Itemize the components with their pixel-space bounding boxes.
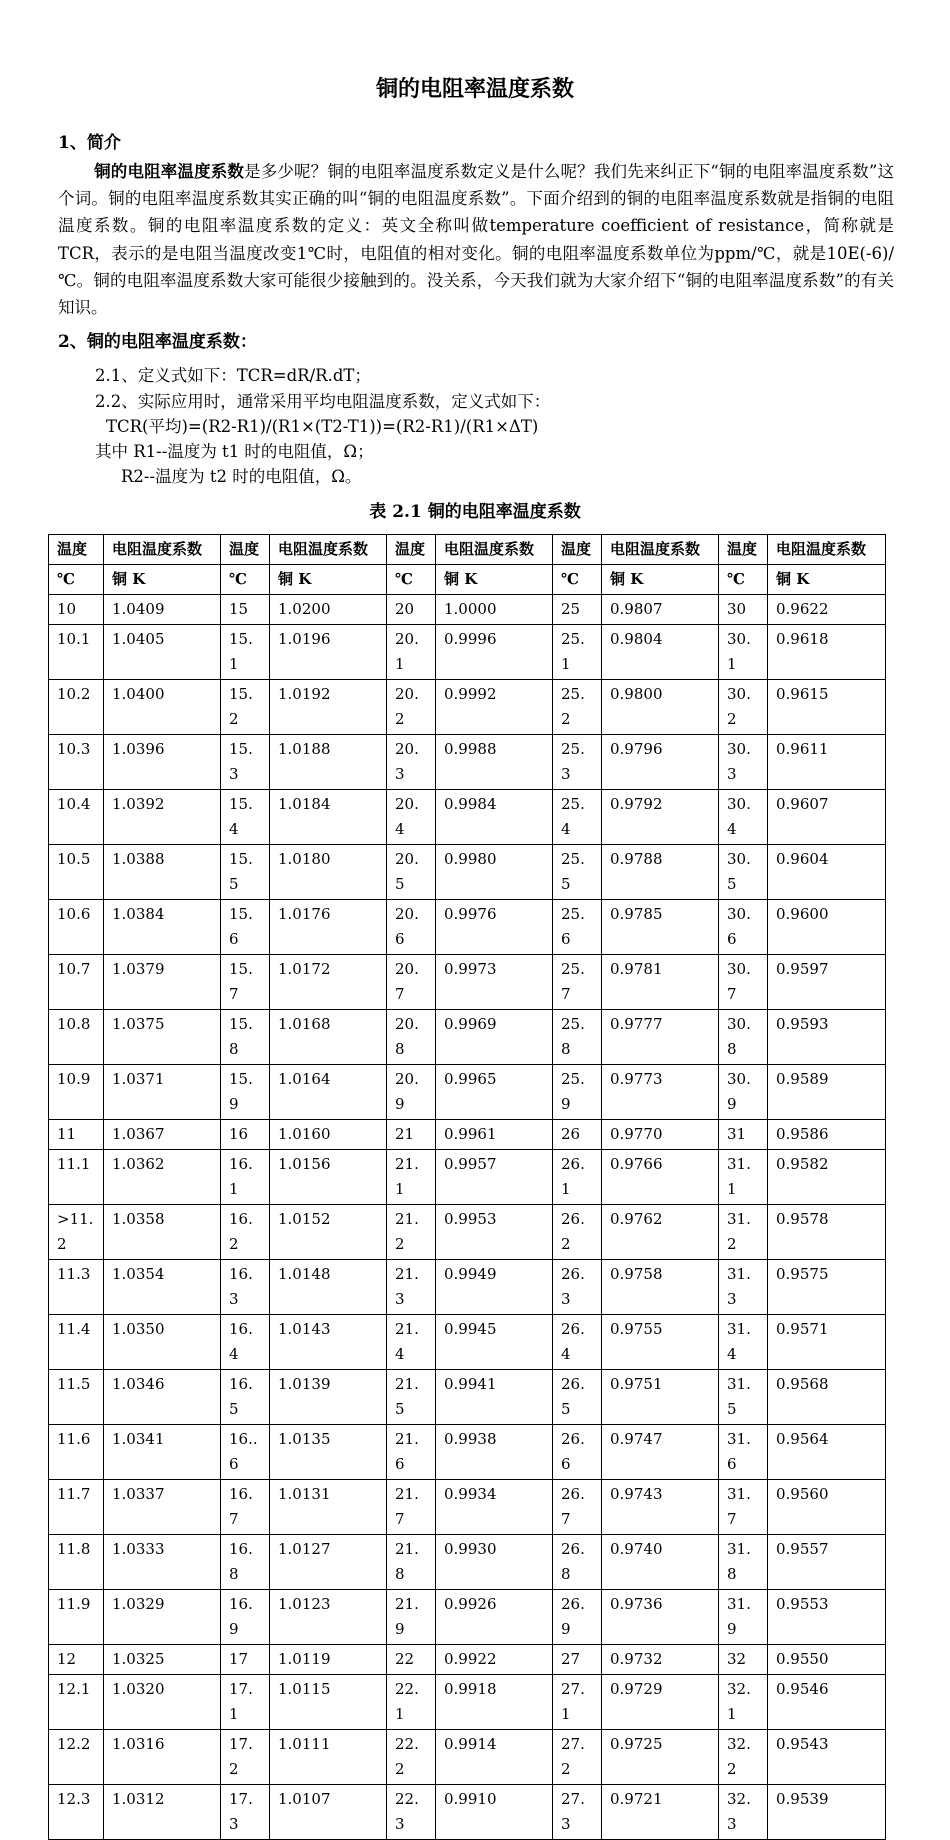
temperature-cell: 27.1 — [553, 1675, 602, 1730]
temperature-cell: 17.2 — [221, 1730, 270, 1785]
coefficient-cell: 1.0196 — [270, 625, 387, 680]
temperature-cell: 20.5 — [387, 845, 436, 900]
coefficient-cell: 0.9762 — [602, 1205, 719, 1260]
coefficient-cell: 1.0320 — [104, 1675, 221, 1730]
coefficient-cell: 0.9770 — [602, 1120, 719, 1150]
table-row — [49, 595, 886, 625]
section-1-heading: 1、简介 — [58, 133, 121, 153]
table-row — [49, 625, 886, 680]
coefficient-cell: 0.9615 — [768, 680, 886, 735]
header-cell: 温度 — [49, 535, 104, 565]
temperature-cell: 31.1 — [719, 1150, 768, 1205]
coefficient-cell: 1.0362 — [104, 1150, 221, 1205]
table-row — [49, 1315, 886, 1370]
temperature-cell: 10.4 — [49, 790, 104, 845]
header-cell: 电阻温度系数 — [602, 535, 719, 565]
temperature-cell: 11.9 — [49, 1590, 104, 1645]
coefficient-cell: 1.0409 — [104, 595, 221, 625]
average-formula: TCR(平均)=(R2-R1)/(R1×(T2-T1))=(R2-R1)/(R1×ΔT) — [106, 417, 539, 436]
coefficient-cell: 1.0367 — [104, 1120, 221, 1150]
coefficient-cell: 1.0350 — [104, 1315, 221, 1370]
coefficient-cell: 0.9553 — [768, 1590, 886, 1645]
coefficient-cell: 0.9611 — [768, 735, 886, 790]
coefficient-cell: 1.0127 — [270, 1535, 387, 1590]
coefficient-cell: 0.9988 — [436, 735, 553, 790]
table-row — [49, 1205, 886, 1260]
temperature-cell: 25.2 — [553, 680, 602, 735]
temperature-cell: 32.1 — [719, 1675, 768, 1730]
coefficient-cell: 0.9736 — [602, 1590, 719, 1645]
temperature-cell: 17.3 — [221, 1785, 270, 1840]
temperature-cell: 22 — [387, 1645, 436, 1675]
coefficient-cell: 0.9755 — [602, 1315, 719, 1370]
temperature-cell: 27 — [553, 1645, 602, 1675]
table-row — [49, 790, 886, 845]
r1-note: 其中 R1--温度为 t1 时的电阻值，Ω； — [95, 442, 374, 461]
coefficient-cell: 0.9622 — [768, 595, 886, 625]
coefficient-cell: 0.9781 — [602, 955, 719, 1010]
temperature-cell: 15.6 — [221, 900, 270, 955]
unit-cell: 铜 K — [436, 565, 553, 595]
temperature-cell: 30.4 — [719, 790, 768, 845]
temperature-cell: 30.1 — [719, 625, 768, 680]
coefficient-cell: 0.9922 — [436, 1645, 553, 1675]
temperature-cell: 25.3 — [553, 735, 602, 790]
temperature-cell: 15.8 — [221, 1010, 270, 1065]
table-row — [49, 1730, 886, 1785]
temperature-cell: >11.2 — [49, 1205, 104, 1260]
temperature-cell: 11.7 — [49, 1480, 104, 1535]
temperature-cell: 16.2 — [221, 1205, 270, 1260]
coefficient-cell: 0.9930 — [436, 1535, 553, 1590]
coefficient-cell: 1.0115 — [270, 1675, 387, 1730]
temperature-cell: 20.9 — [387, 1065, 436, 1120]
coefficient-cell: 1.0148 — [270, 1260, 387, 1315]
coefficient-cell: 0.9593 — [768, 1010, 886, 1065]
table-row — [49, 845, 886, 900]
temperature-cell: 10.5 — [49, 845, 104, 900]
temperature-cell: 11.4 — [49, 1315, 104, 1370]
temperature-cell: 10.2 — [49, 680, 104, 735]
temperature-cell: 20.1 — [387, 625, 436, 680]
temperature-cell: 30.7 — [719, 955, 768, 1010]
temperature-cell: 10.7 — [49, 955, 104, 1010]
table-row — [49, 1065, 886, 1120]
temperature-cell: 10.1 — [49, 625, 104, 680]
temperature-cell: 15.9 — [221, 1065, 270, 1120]
temperature-cell: 25.7 — [553, 955, 602, 1010]
temperature-cell: 26.7 — [553, 1480, 602, 1535]
temperature-cell: 30.2 — [719, 680, 768, 735]
coefficient-cell: 0.9941 — [436, 1370, 553, 1425]
header-cell: 温度 — [553, 535, 602, 565]
coefficient-cell: 0.9571 — [768, 1315, 886, 1370]
unit-cell: ℃ — [553, 565, 602, 595]
table-unit-row — [49, 565, 886, 595]
intro-paragraph — [58, 158, 894, 321]
temperature-cell: 21.3 — [387, 1260, 436, 1315]
temperature-cell: 31.5 — [719, 1370, 768, 1425]
temperature-cell: 16.5 — [221, 1370, 270, 1425]
temperature-cell: 10.8 — [49, 1010, 104, 1065]
temperature-cell: 10 — [49, 595, 104, 625]
coefficient-cell: 1.0316 — [104, 1730, 221, 1785]
page-title: 铜的电阻率温度系数 — [375, 76, 574, 102]
unit-cell: ℃ — [387, 565, 436, 595]
temperature-cell: 16.4 — [221, 1315, 270, 1370]
temperature-cell: 15.3 — [221, 735, 270, 790]
temperature-cell: 25.6 — [553, 900, 602, 955]
temperature-cell: 21.4 — [387, 1315, 436, 1370]
header-cell: 温度 — [221, 535, 270, 565]
table-row — [49, 1785, 886, 1840]
header-cell: 电阻温度系数 — [768, 535, 886, 565]
coefficient-cell: 0.9953 — [436, 1205, 553, 1260]
coefficient-cell: 0.9796 — [602, 735, 719, 790]
temperature-cell: 30.9 — [719, 1065, 768, 1120]
temperature-cell: 12.3 — [49, 1785, 104, 1840]
coefficient-cell: 1.0139 — [270, 1370, 387, 1425]
coefficient-cell: 1.0400 — [104, 680, 221, 735]
coefficient-cell: 0.9926 — [436, 1590, 553, 1645]
header-cell: 温度 — [387, 535, 436, 565]
coefficient-cell: 0.9604 — [768, 845, 886, 900]
coefficient-cell: 0.9568 — [768, 1370, 886, 1425]
table-caption: 表 2.1 铜的电阻率温度系数 — [369, 502, 581, 522]
temperature-cell: 20.3 — [387, 735, 436, 790]
coefficient-cell: 0.9938 — [436, 1425, 553, 1480]
temperature-cell: 32.2 — [719, 1730, 768, 1785]
coefficient-cell: 0.9721 — [602, 1785, 719, 1840]
temperature-cell: 11.3 — [49, 1260, 104, 1315]
temperature-cell: 21.2 — [387, 1205, 436, 1260]
temperature-cell: 26.3 — [553, 1260, 602, 1315]
temperature-cell: 21.9 — [387, 1590, 436, 1645]
table-row — [49, 1645, 886, 1675]
coefficient-cell: 1.0184 — [270, 790, 387, 845]
coefficient-cell: 0.9792 — [602, 790, 719, 845]
coefficient-cell: 0.9973 — [436, 955, 553, 1010]
unit-cell: 铜 K — [270, 565, 387, 595]
coefficient-cell: 0.9914 — [436, 1730, 553, 1785]
coefficient-cell: 1.0329 — [104, 1590, 221, 1645]
coefficient-cell: 1.0375 — [104, 1010, 221, 1065]
coefficient-cell: 1.0168 — [270, 1010, 387, 1065]
coefficient-cell: 1.0119 — [270, 1645, 387, 1675]
temperature-cell: 30.5 — [719, 845, 768, 900]
coefficient-cell: 0.9969 — [436, 1010, 553, 1065]
coefficient-cell: 0.9747 — [602, 1425, 719, 1480]
temperature-cell: 26.4 — [553, 1315, 602, 1370]
temperature-cell: 30.3 — [719, 735, 768, 790]
coefficient-cell: 0.9560 — [768, 1480, 886, 1535]
intro-bold-term: 铜的电阻率温度系数 — [94, 162, 245, 181]
coefficient-cell: 1.0384 — [104, 900, 221, 955]
temperature-cell: 15.1 — [221, 625, 270, 680]
coefficient-cell: 1.0388 — [104, 845, 221, 900]
coefficient-cell: 1.0354 — [104, 1260, 221, 1315]
coefficient-cell: 0.9961 — [436, 1120, 553, 1150]
coefficient-cell: 1.0164 — [270, 1065, 387, 1120]
header-cell: 电阻温度系数 — [270, 535, 387, 565]
temperature-cell: 31 — [719, 1120, 768, 1150]
table-row — [49, 680, 886, 735]
header-cell: 温度 — [719, 535, 768, 565]
temperature-cell: 31.8 — [719, 1535, 768, 1590]
coefficient-cell: 1.0180 — [270, 845, 387, 900]
temperature-cell: 26.9 — [553, 1590, 602, 1645]
temperature-cell: 22.2 — [387, 1730, 436, 1785]
temperature-cell: 26 — [553, 1120, 602, 1150]
temperature-cell: 30 — [719, 595, 768, 625]
coefficient-cell: 0.9766 — [602, 1150, 719, 1205]
temperature-cell: 22.3 — [387, 1785, 436, 1840]
coefficient-cell: 0.9729 — [602, 1675, 719, 1730]
temperature-cell: 26.8 — [553, 1535, 602, 1590]
coefficient-cell: 0.9918 — [436, 1675, 553, 1730]
coefficient-cell: 0.9934 — [436, 1480, 553, 1535]
coefficient-cell: 1.0152 — [270, 1205, 387, 1260]
coefficient-cell: 0.9777 — [602, 1010, 719, 1065]
temperature-cell: 17 — [221, 1645, 270, 1675]
temperature-cell: 17.1 — [221, 1675, 270, 1730]
coefficient-cell: 0.9564 — [768, 1425, 886, 1480]
temperature-cell: 21 — [387, 1120, 436, 1150]
temperature-cell: 16..6 — [221, 1425, 270, 1480]
coefficient-cell: 0.9586 — [768, 1120, 886, 1150]
temperature-cell: 20.8 — [387, 1010, 436, 1065]
temperature-cell: 15.7 — [221, 955, 270, 1010]
coefficient-cell: 1.0000 — [436, 595, 553, 625]
temperature-cell: 15.4 — [221, 790, 270, 845]
coefficient-cell: 0.9773 — [602, 1065, 719, 1120]
tcr-table — [48, 534, 886, 1840]
coefficient-cell: 1.0371 — [104, 1065, 221, 1120]
temperature-cell: 21.7 — [387, 1480, 436, 1535]
coefficient-cell: 0.9751 — [602, 1370, 719, 1425]
table-row — [49, 1120, 886, 1150]
table-row — [49, 1010, 886, 1065]
coefficient-cell: 1.0176 — [270, 900, 387, 955]
coefficient-cell: 0.9589 — [768, 1065, 886, 1120]
coefficient-cell: 1.0156 — [270, 1150, 387, 1205]
table-row — [49, 1150, 886, 1205]
temperature-cell: 11.1 — [49, 1150, 104, 1205]
definition-line: 2.1、定义式如下：TCR=dR/R.dT； — [95, 366, 371, 385]
coefficient-cell: 1.0333 — [104, 1535, 221, 1590]
coefficient-cell: 1.0200 — [270, 595, 387, 625]
coefficient-cell: 0.9575 — [768, 1260, 886, 1315]
temperature-cell: 25 — [553, 595, 602, 625]
unit-cell: ℃ — [221, 565, 270, 595]
coefficient-cell: 0.9543 — [768, 1730, 886, 1785]
temperature-cell: 21.6 — [387, 1425, 436, 1480]
temperature-cell: 16.7 — [221, 1480, 270, 1535]
temperature-cell: 11.8 — [49, 1535, 104, 1590]
table-row — [49, 1590, 886, 1645]
r2-note: R2--温度为 t2 时的电阻值，Ω。 — [121, 467, 362, 486]
temperature-cell: 20.2 — [387, 680, 436, 735]
unit-cell: 铜 K — [768, 565, 886, 595]
coefficient-cell: 0.9743 — [602, 1480, 719, 1535]
coefficient-cell: 1.0379 — [104, 955, 221, 1010]
temperature-cell: 25.5 — [553, 845, 602, 900]
temperature-cell: 12 — [49, 1645, 104, 1675]
temperature-cell: 30.6 — [719, 900, 768, 955]
temperature-cell: 31.3 — [719, 1260, 768, 1315]
coefficient-cell: 0.9965 — [436, 1065, 553, 1120]
coefficient-cell: 1.0341 — [104, 1425, 221, 1480]
temperature-cell: 16 — [221, 1120, 270, 1150]
table-row — [49, 1425, 886, 1480]
coefficient-cell: 1.0312 — [104, 1785, 221, 1840]
unit-cell: ℃ — [49, 565, 104, 595]
coefficient-cell: 0.9539 — [768, 1785, 886, 1840]
table-row — [49, 1480, 886, 1535]
temperature-cell: 31.6 — [719, 1425, 768, 1480]
coefficient-cell: 0.9957 — [436, 1150, 553, 1205]
temperature-cell: 15.2 — [221, 680, 270, 735]
temperature-cell: 31.2 — [719, 1205, 768, 1260]
temperature-cell: 26.5 — [553, 1370, 602, 1425]
coefficient-cell: 0.9992 — [436, 680, 553, 735]
coefficient-cell: 0.9578 — [768, 1205, 886, 1260]
temperature-cell: 25.4 — [553, 790, 602, 845]
coefficient-cell: 0.9725 — [602, 1730, 719, 1785]
intro-text: 是多少呢？铜的电阻率温度系数定义是什么呢？我们先来纠正下“铜的电阻率温度系数”这个词。铜的电阻率温度系数其实正确的叫“铜的电阻温度系数”。下面介绍到的铜的电阻率温度系数就是指铜的电阻温度系数。铜的电阻率温度系数的定义：英文全称叫做temperature coefficient of resistance，简称就是TCR，表示的是电阻当温度改变1℃时，电阻值的相对变化。铜的电阻率温度系数单位为ppm/℃，就是10E(-6)/℃。铜的电阻率温度系数大家可能很少接触到的。没关系，今天我们就为大家介绍下“铜的电阻率温度系数”的有关知识。 — [58, 162, 895, 318]
average-definition-line: 2.2、实际应用时，通常采用平均电阻温度系数，定义式如下： — [95, 392, 551, 411]
coefficient-cell: 1.0160 — [270, 1120, 387, 1150]
temperature-cell: 16.9 — [221, 1590, 270, 1645]
table-row — [49, 1370, 886, 1425]
temperature-cell: 10.3 — [49, 735, 104, 790]
temperature-cell: 31.4 — [719, 1315, 768, 1370]
temperature-cell: 21.8 — [387, 1535, 436, 1590]
coefficient-cell: 1.0143 — [270, 1315, 387, 1370]
coefficient-cell: 0.9807 — [602, 595, 719, 625]
temperature-cell: 21.1 — [387, 1150, 436, 1205]
table-row — [49, 1535, 886, 1590]
temperature-cell: 10.6 — [49, 900, 104, 955]
temperature-cell: 16.3 — [221, 1260, 270, 1315]
table-row — [49, 955, 886, 1010]
temperature-cell: 22.1 — [387, 1675, 436, 1730]
temperature-cell: 12.1 — [49, 1675, 104, 1730]
temperature-cell: 11 — [49, 1120, 104, 1150]
table-row — [49, 1260, 886, 1315]
header-cell: 电阻温度系数 — [436, 535, 553, 565]
coefficient-cell: 0.9600 — [768, 900, 886, 955]
table-header-row — [49, 535, 886, 565]
coefficient-cell: 0.9949 — [436, 1260, 553, 1315]
coefficient-cell: 0.9557 — [768, 1535, 886, 1590]
coefficient-cell: 1.0123 — [270, 1590, 387, 1645]
temperature-cell: 20.6 — [387, 900, 436, 955]
table-row — [49, 900, 886, 955]
coefficient-cell: 0.9597 — [768, 955, 886, 1010]
temperature-cell: 15.5 — [221, 845, 270, 900]
temperature-cell: 26.2 — [553, 1205, 602, 1260]
temperature-cell: 27.3 — [553, 1785, 602, 1840]
temperature-cell: 25.1 — [553, 625, 602, 680]
coefficient-cell: 1.0192 — [270, 680, 387, 735]
coefficient-cell: 0.9945 — [436, 1315, 553, 1370]
table-row — [49, 1675, 886, 1730]
temperature-cell: 31.7 — [719, 1480, 768, 1535]
coefficient-cell: 1.0325 — [104, 1645, 221, 1675]
temperature-cell: 32.3 — [719, 1785, 768, 1840]
coefficient-cell: 0.9546 — [768, 1675, 886, 1730]
coefficient-cell: 0.9740 — [602, 1535, 719, 1590]
temperature-cell: 27.2 — [553, 1730, 602, 1785]
coefficient-cell: 0.9800 — [602, 680, 719, 735]
unit-cell: 铜 K — [602, 565, 719, 595]
temperature-cell: 16.1 — [221, 1150, 270, 1205]
unit-cell: 铜 K — [104, 565, 221, 595]
coefficient-cell: 0.9732 — [602, 1645, 719, 1675]
coefficient-cell: 0.9550 — [768, 1645, 886, 1675]
coefficient-cell: 0.9910 — [436, 1785, 553, 1840]
coefficient-cell: 1.0111 — [270, 1730, 387, 1785]
temperature-cell: 31.9 — [719, 1590, 768, 1645]
coefficient-cell: 1.0346 — [104, 1370, 221, 1425]
coefficient-cell: 1.0107 — [270, 1785, 387, 1840]
coefficient-cell: 1.0337 — [104, 1480, 221, 1535]
unit-cell: ℃ — [719, 565, 768, 595]
temperature-cell: 12.2 — [49, 1730, 104, 1785]
header-cell: 电阻温度系数 — [104, 535, 221, 565]
temperature-cell: 26.1 — [553, 1150, 602, 1205]
coefficient-cell: 1.0396 — [104, 735, 221, 790]
temperature-cell: 11.6 — [49, 1425, 104, 1480]
coefficient-cell: 1.0131 — [270, 1480, 387, 1535]
temperature-cell: 25.9 — [553, 1065, 602, 1120]
coefficient-cell: 0.9976 — [436, 900, 553, 955]
coefficient-cell: 0.9984 — [436, 790, 553, 845]
section-2-heading: 2、铜的电阻率温度系数： — [58, 332, 257, 352]
temperature-cell: 20.4 — [387, 790, 436, 845]
temperature-cell: 30.8 — [719, 1010, 768, 1065]
coefficient-cell: 0.9996 — [436, 625, 553, 680]
temperature-cell: 15 — [221, 595, 270, 625]
coefficient-cell: 0.9980 — [436, 845, 553, 900]
temperature-cell: 10.9 — [49, 1065, 104, 1120]
coefficient-cell: 0.9582 — [768, 1150, 886, 1205]
coefficient-cell: 1.0188 — [270, 735, 387, 790]
coefficient-cell: 0.9618 — [768, 625, 886, 680]
coefficient-cell: 0.9607 — [768, 790, 886, 845]
temperature-cell: 11.5 — [49, 1370, 104, 1425]
temperature-cell: 16.8 — [221, 1535, 270, 1590]
temperature-cell: 20.7 — [387, 955, 436, 1010]
temperature-cell: 32 — [719, 1645, 768, 1675]
coefficient-cell: 1.0135 — [270, 1425, 387, 1480]
coefficient-cell: 1.0172 — [270, 955, 387, 1010]
coefficient-cell: 1.0392 — [104, 790, 221, 845]
coefficient-cell: 0.9785 — [602, 900, 719, 955]
temperature-cell: 26.6 — [553, 1425, 602, 1480]
coefficient-cell: 1.0358 — [104, 1205, 221, 1260]
temperature-cell: 20 — [387, 595, 436, 625]
temperature-cell: 21.5 — [387, 1370, 436, 1425]
temperature-cell: 25.8 — [553, 1010, 602, 1065]
coefficient-cell: 0.9758 — [602, 1260, 719, 1315]
coefficient-cell: 0.9788 — [602, 845, 719, 900]
coefficient-cell: 0.9804 — [602, 625, 719, 680]
table-row — [49, 735, 886, 790]
coefficient-cell: 1.0405 — [104, 625, 221, 680]
